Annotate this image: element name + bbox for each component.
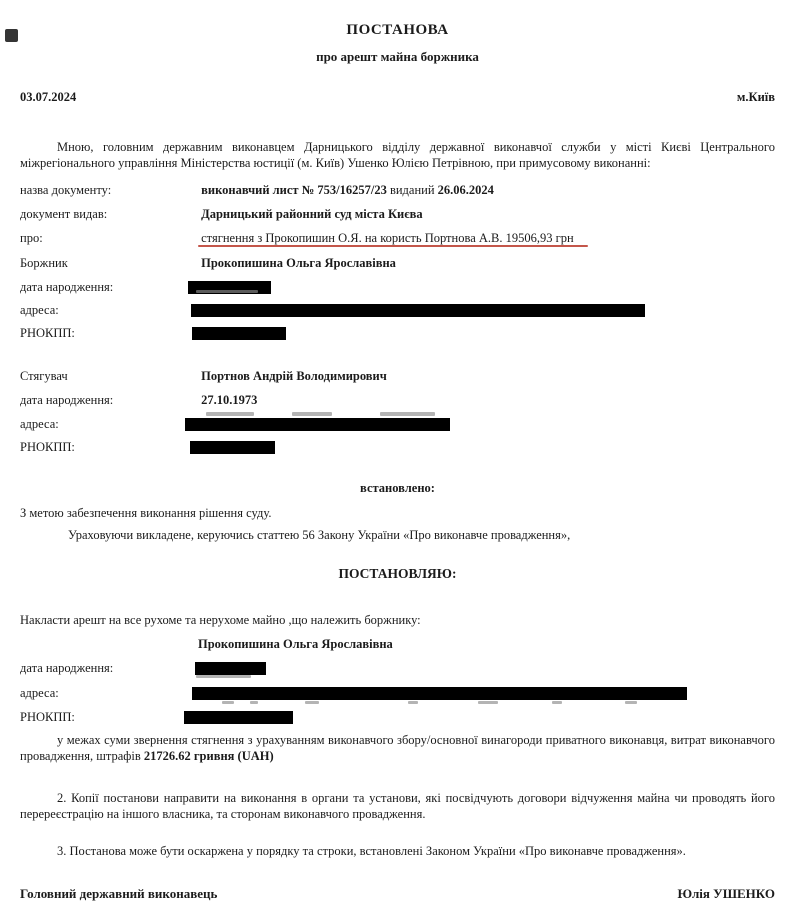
limits-text: у межах суми звернення стягнення з урахуванням виконавчого збору/основної винагороди приватного виконавця, витрат виконавчого провадження, штрафів (20, 733, 775, 763)
doc-name-number: виконавчий лист № 753/16257/23 (201, 183, 387, 197)
creditor-address-row (20, 417, 775, 432)
ghost-text-artifact (408, 701, 418, 704)
signature-position: Головний державний виконавець (20, 886, 218, 901)
limits-amount: 21726.62 гривня (UAH) (143, 748, 274, 763)
ghost-text-artifact (206, 412, 254, 416)
creditor-dob-label: дата народження: (20, 393, 114, 407)
debtor-role: Боржник (20, 256, 68, 270)
debtor-dob-row (20, 280, 775, 295)
creditor-rnokpp-label: РНОКПП: (20, 440, 75, 454)
document-place: м.Київ (736, 90, 775, 104)
creditor-dob-value: 27.10.1973 (201, 393, 258, 407)
signature-name: Юлія УШЕНКО (677, 886, 775, 901)
ghost-text-artifact (196, 290, 258, 293)
debtor-dob-label: дата народження: (20, 280, 114, 294)
debtor-rnokpp-row (20, 326, 775, 341)
arrest-dob-row (20, 661, 775, 676)
debtor-address-row (20, 303, 775, 318)
ghost-text-artifact (552, 701, 562, 704)
creditor-dob-row (20, 393, 775, 408)
ghost-text-artifact (305, 701, 319, 704)
ghost-text-artifact (222, 701, 234, 704)
document-title: ПОСТАНОВА (346, 22, 449, 38)
considering-line: Ураховуючи викладене, керуючись статтею 56 Закону України «Про виконавче провадження», (68, 528, 571, 542)
about-label: про: (20, 231, 43, 245)
creditor-role: Стягувач (20, 369, 68, 383)
debtor-rnokpp-label: РНОКПП: (20, 326, 75, 340)
item3-paragraph: 3. Постанова може бути оскаржена у порядку та строки, встановлені Законом України «Про виконавче провадження». (57, 844, 686, 858)
arrest-subject-name: Прокопишина Ольга Ярославівна (198, 637, 393, 651)
about-value: стягнення з Прокопишин О.Я. на користь Портнова А.В. 19506,93 грн (201, 231, 574, 245)
creditor-address-label: адреса: (20, 417, 59, 431)
field-row-doc-issuer (20, 207, 775, 222)
field-row-doc-name (20, 183, 775, 198)
document-subtitle: про арешт майна боржника (316, 49, 479, 64)
established-heading: встановлено: (360, 481, 435, 495)
intro-paragraph: Мною, головним державним виконавцем Дарницького відділу державної виконавчої служби у місті Києві Центрального міжрегіонального управління Міністерства юстиції (м. Київ) Ушенко Юлією Петрівною, при примусовому виконанні: (20, 140, 775, 170)
doc-issuer-label: документ видав: (20, 207, 108, 221)
redaction-bar (184, 711, 293, 724)
arrest-address-row (20, 686, 775, 701)
redaction-bar (195, 662, 266, 675)
debtor-name: Прокопишина Ольга Ярославівна (201, 256, 396, 270)
debtor-role-row (20, 256, 775, 271)
ghost-text-artifact (478, 701, 498, 704)
redaction-bar (191, 304, 645, 317)
doc-name-issued-word: виданий (389, 183, 435, 197)
redaction-bar (192, 327, 286, 340)
item2-paragraph: 2. Копії постанови направити на виконання в органи та установи, які посвідчують договори відчуження майна чи проводять його перереєстрацію на іншого власника, та сторонам виконавчого провадження. (20, 791, 775, 821)
doc-name-issued-date: 26.06.2024 (437, 183, 494, 197)
redaction-bar (190, 441, 275, 454)
doc-issuer-value: Дарницький районний суд міста Києва (201, 207, 423, 221)
creditor-name: Портнов Андрій Володимирович (201, 369, 387, 383)
ghost-text-artifact (625, 701, 637, 704)
limits-paragraph (20, 733, 775, 764)
redaction-bar (192, 687, 687, 700)
purpose-line: З метою забезпечення виконання рішення суду. (20, 506, 272, 520)
arrest-rnokpp-label: РНОКПП: (20, 710, 75, 724)
arrest-dob-label: дата народження: (20, 661, 114, 675)
resolve-item1: Накласти арешт на все рухоме та нерухоме майно ,що належить боржнику: (20, 613, 421, 627)
field-row-about (20, 231, 775, 246)
ghost-text-artifact (292, 412, 332, 416)
creditor-role-row (20, 369, 775, 384)
debtor-address-label: адреса: (20, 303, 59, 317)
document-date: 03.07.2024 (20, 90, 77, 104)
arrest-rnokpp-row (20, 710, 775, 725)
ghost-text-artifact (196, 675, 251, 678)
red-underline-mark (198, 245, 588, 247)
doc-name-label: назва документу: (20, 183, 112, 197)
ghost-text-artifact (250, 701, 258, 704)
creditor-rnokpp-row (20, 440, 775, 455)
arrest-address-label: адреса: (20, 686, 59, 700)
redaction-bar (185, 418, 450, 431)
resolve-heading: ПОСТАНОВЛЯЮ: (338, 566, 457, 581)
ghost-text-artifact (380, 412, 435, 416)
